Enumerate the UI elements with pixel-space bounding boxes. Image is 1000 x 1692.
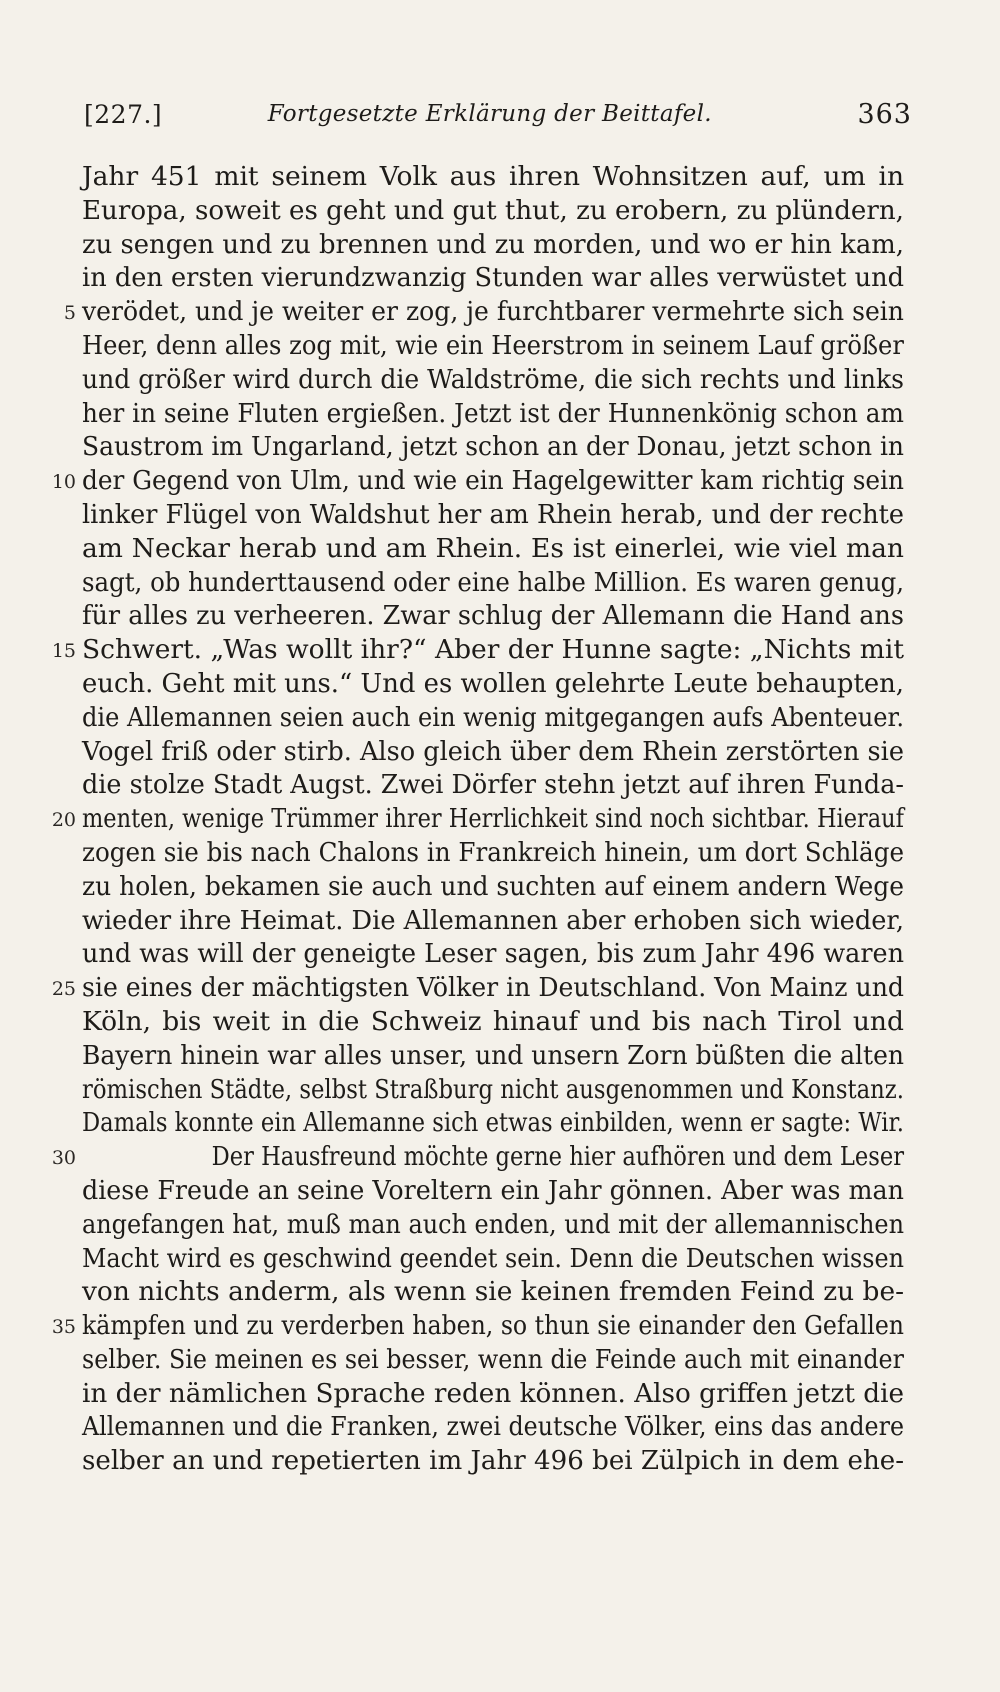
text-line (82, 870, 904, 904)
text-line (82, 701, 904, 735)
text-line (82, 397, 904, 431)
line-text: in den ersten vierundzwanzig Stunden war alles verwüstet und (82, 262, 904, 294)
text-line (82, 904, 904, 938)
line-text: römischen Städte, selbst Straßburg nicht ausgenommen und Konstanz. (82, 1073, 904, 1105)
text-line (82, 768, 904, 802)
line-text: diese Freude an seine Voreltern ein Jahr gönnen. Aber was man (82, 1174, 904, 1206)
text-line (82, 667, 904, 701)
line-text: und größer wird durch die Waldströme, die sich rechts und links (82, 363, 905, 395)
line-number: 15 (51, 640, 76, 663)
line-number: 10 (51, 471, 76, 494)
line-text: angefangen hat, muß man auch enden, und mit der allemannischen (82, 1208, 905, 1240)
text-line (82, 261, 904, 295)
line-number: 30 (51, 1147, 76, 1170)
text-line (82, 735, 904, 769)
text-line (82, 1073, 904, 1107)
line-text: wieder ihre Heimat. Die Allemannen aber erhoben sich wieder, (82, 904, 905, 936)
text-line (51, 1309, 905, 1343)
body-text (51, 160, 905, 1478)
text-line (51, 464, 904, 498)
line-text: sie eines der mächtigsten Völker in Deutschland. Von Mainz und (82, 972, 905, 1004)
text-line (82, 363, 904, 397)
text-line (82, 566, 904, 600)
line-text: Der Hausfreund möchte gerne hier aufhören und dem Leser (211, 1141, 905, 1173)
line-text: Jahr 451 mit seinem Volk aus ihren Wohnsitzen auf, um in (82, 161, 905, 192)
text-line (82, 599, 904, 633)
running-header (84, 92, 912, 136)
text-line (82, 1343, 904, 1377)
line-text: euch. Geht mit uns.“ Und es wollen gelehrte Leute behaupten, (82, 667, 905, 699)
line-text: selber. Sie meinen es sei besser, wenn die Feinde auch mit einander (82, 1343, 904, 1375)
text-line (63, 295, 904, 329)
text-line (82, 1005, 904, 1039)
line-text: linker Flügel von Waldshut her am Rhein herab, und der rechte (82, 498, 904, 530)
line-text: die Allemannen seien auch ein wenig mitgegangen aufs Abenteuer. (82, 701, 905, 733)
text-line (82, 160, 904, 194)
text-line (82, 430, 904, 464)
text-line (51, 1140, 905, 1174)
line-text: der Gegend von Ulm, und wie ein Hagelgewitter kam richtig sein (82, 465, 904, 497)
line-text: kämpfen und zu verderben haben, so thun sie einander den Gefallen (82, 1310, 905, 1342)
text-line (82, 1106, 904, 1140)
text-line (82, 1410, 904, 1444)
line-text: von nichts anderm, als wenn sie keinen fremden Feind zu be- (82, 1276, 905, 1308)
line-text: Bayern hinein war alles unser, und unsern Zorn büßten die alten (82, 1039, 905, 1071)
text-line (82, 498, 904, 532)
line-text: für alles zu verheeren. Zwar schlug der Allemann die Hand ans (82, 600, 904, 632)
line-number: 5 (63, 302, 76, 325)
page-number: 363 (857, 98, 912, 130)
text-line (51, 971, 905, 1005)
line-text: die stolze Stadt Augst. Zwei Dörfer stehn jetzt auf ihren Funda- (82, 769, 904, 801)
line-text: verödet, und je weiter er zog, je furchtbarer vermehrte sich sein (82, 296, 904, 328)
line-text: Europa, soweit es geht und gut thut, zu erobern, zu plündern, (82, 194, 904, 226)
running-title: Fortgesetzte Erklärung der Beittafel. (267, 101, 712, 127)
line-text: zogen sie bis nach Chalons in Frankreich hinein, um dort Schläge (82, 836, 905, 868)
text-line (82, 1208, 904, 1242)
line-text: am Neckar herab und am Rhein. Es ist einerlei, wie viel man (82, 532, 904, 564)
line-text: Saustrom im Ungarland, jetzt schon an der Donau, jetzt schon in (82, 431, 905, 463)
line-text: Heer, denn alles zog mit, wie ein Heerstrom in seinem Lauf größer (82, 329, 904, 361)
line-number: 20 (51, 809, 76, 832)
text-line (82, 1377, 904, 1411)
line-text: her in seine Fluten ergießen. Jetzt ist der Hunnenkönig schon am (82, 397, 904, 429)
line-text: Damals konnte ein Allemanne sich etwas einbilden, wenn er sagte: Wir. (82, 1107, 904, 1139)
text-line (51, 802, 904, 836)
line-text: sagt, ob hunderttausend oder eine halbe Million. Es waren genug, (82, 566, 904, 598)
line-text: Macht wird es geschwind geendet sein. Denn die Deutschen wissen (82, 1242, 905, 1274)
text-line (82, 1444, 904, 1478)
section-reference: [227.] (84, 99, 163, 129)
text-line (82, 532, 904, 566)
line-text: Allemannen und die Franken, zwei deutsche Völker, eins das andere (82, 1411, 905, 1443)
text-line (82, 1275, 904, 1309)
text-line (82, 329, 904, 363)
text-line (82, 937, 904, 971)
text-line (82, 194, 904, 228)
line-text: zu holen, bekamen sie auch und suchten auf einem andern Wege (82, 870, 905, 902)
text-line (51, 633, 904, 667)
line-text: menten, wenige Trümmer ihrer Herrlichkeit sind noch sichtbar. Hierauf (82, 803, 904, 835)
text-line (82, 1242, 904, 1276)
line-text: Köln, bis weit in die Schweiz hinauf und bis nach Tirol und (82, 1005, 904, 1037)
line-text: selber an und repetierten im Jahr 496 bei Zülpich in dem ehe- (82, 1445, 905, 1477)
text-line (82, 1174, 904, 1208)
line-text: zu sengen und zu brennen und zu morden, und wo er hin kam, (82, 228, 904, 260)
line-number: 35 (51, 1316, 76, 1339)
line-text: Schwert. „Was wollt ihr?“ Aber der Hunne sagte: „Nichts mit (82, 634, 904, 666)
line-text: in der nämlichen Sprache reden können. Also griffen jetzt die (82, 1377, 905, 1409)
text-line (82, 836, 904, 870)
text-line (82, 1039, 904, 1073)
line-text: Vogel friß oder stirb. Also gleich über dem Rhein zerstörten sie (82, 735, 904, 767)
line-number: 25 (51, 978, 76, 1001)
text-line (82, 228, 904, 262)
line-text: und was will der geneigte Leser sagen, bis zum Jahr 496 waren (82, 938, 905, 970)
